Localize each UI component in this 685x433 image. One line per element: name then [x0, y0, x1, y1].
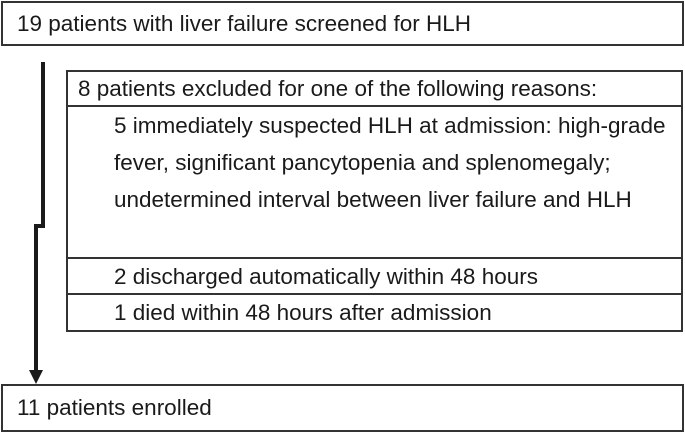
- exclusion-reason-1: 5 immediately suspected HLH at admission: high-grade fever, significant pancytopenia and splenomegaly; undetermined interval between liver failure and HLH: [114, 113, 666, 212]
- exclusion-reason-2: 2 discharged automatically within 48 hours: [114, 264, 538, 289]
- screened-label: 19 patients with liver failure screened for HLH: [17, 11, 471, 36]
- enrolled-label: 11 patients enrolled: [17, 395, 212, 420]
- flow-arrowhead: [29, 370, 43, 384]
- exclusion-box: [66, 70, 683, 332]
- exclusion-header: 8 patients excluded for one of the following reasons:: [78, 76, 598, 101]
- enrolled-box: [1, 384, 684, 432]
- exclusion-reason-3: 1 died within 48 hours after admission: [114, 300, 492, 325]
- flow-line: [36, 62, 43, 372]
